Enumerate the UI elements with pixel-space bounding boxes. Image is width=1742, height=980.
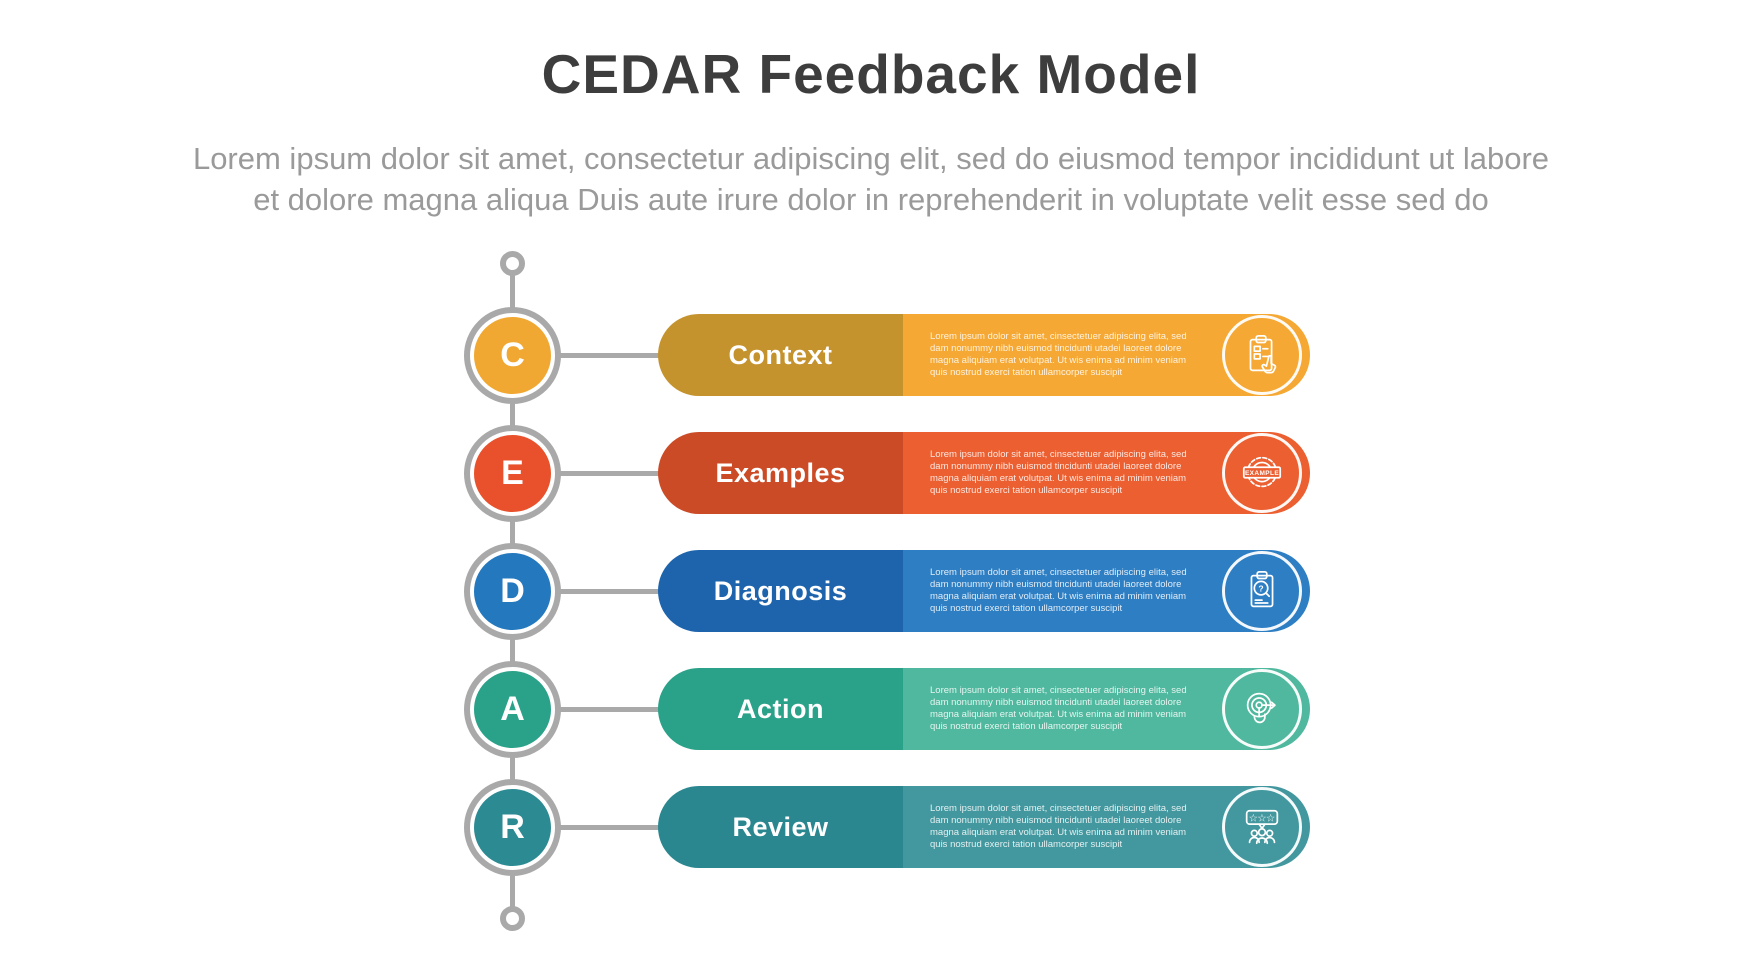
step-bar: [658, 550, 1310, 632]
step-description: Lorem ipsum dolor sit amet, cinsectetuer adipiscing elita, sed dam nonummy nibh euismod tincidunti utadei laoreet dolore magna aliquiam erat volutpat. Ut wis enima ad minim veniam quis nostrud exerci tation ullamcorper suscipit: [930, 449, 1187, 496]
step-row-examples: [0, 425, 1742, 522]
step-bar: [658, 786, 1310, 868]
step-label: Action: [658, 668, 903, 750]
step-description: Lorem ipsum dolor sit amet, cinsectetuer adipiscing elita, sed dam nonummy nibh euismod tincidunti utadei laoreet dolore magna aliquiam erat volutpat. Ut wis enima ad minim veniam quis nostrud exerci tation ullamcorper suscipit: [930, 331, 1187, 378]
step-bar: [658, 668, 1310, 750]
svg-text:☆: ☆: [1248, 812, 1259, 825]
step-row-review: [0, 779, 1742, 876]
timeline-end-node: [500, 906, 525, 931]
step-label: Examples: [658, 432, 903, 514]
timeline-start-node: [500, 251, 525, 276]
subtitle-line-1: Lorem ipsum dolor sit amet, consectetur adipiscing elit, sed do eiusmod tempor incididunt ut labore: [192, 141, 1550, 176]
svg-text:☆: ☆: [1257, 812, 1267, 825]
step-bar-body: [903, 550, 1310, 632]
step-connector-line: [558, 707, 670, 712]
step-row-action: [0, 661, 1742, 758]
example-stamp-icon: [1222, 433, 1302, 513]
step-connector-line: [558, 353, 670, 358]
step-bar-body: [903, 432, 1310, 514]
svg-text:EXAMPLE: EXAMPLE: [1244, 470, 1280, 478]
step-bar: [658, 432, 1310, 514]
step-row-context: [0, 307, 1742, 404]
step-bar-body: [903, 786, 1310, 868]
step-letter: D: [474, 553, 551, 630]
step-description: Lorem ipsum dolor sit amet, cinsectetuer adipiscing elita, sed dam nonummy nibh euismod tincidunti utadei laoreet dolore magna aliquiam erat volutpat. Ut wis enima ad minim veniam quis nostrud exerci tation ullamcorper suscipit: [930, 685, 1187, 732]
target-click-icon: [1222, 669, 1302, 749]
step-connector-line: [558, 825, 670, 830]
page-title: CEDAR Feedback Model: [541, 43, 1201, 105]
step-description: Lorem ipsum dolor sit amet, cinsectetuer adipiscing elita, sed dam nonummy nibh euismod tincidunti utadei laoreet dolore magna aliquiam erat volutpat. Ut wis enima ad minim veniam quis nostrud exerci tation ullamcorper suscipit: [930, 567, 1187, 614]
step-letter-node: [464, 425, 561, 522]
step-description: Lorem ipsum dolor sit amet, cinsectetuer adipiscing elita, sed dam nonummy nibh euismod tincidunti utadei laoreet dolore magna aliquiam erat volutpat. Ut wis enima ad minim veniam quis nostrud exerci tation ullamcorper suscipit: [930, 803, 1187, 850]
step-letter: R: [474, 789, 551, 866]
step-row-diagnosis: [0, 543, 1742, 640]
review-stars-people-icon: [1222, 787, 1302, 867]
clipboard-checklist-hand-icon: [1222, 315, 1302, 395]
clipboard-magnifier-icon: [1222, 551, 1302, 631]
step-bar-body: [903, 668, 1310, 750]
step-letter: A: [474, 671, 551, 748]
step-letter-node: [464, 307, 561, 404]
step-letter-node: [464, 543, 561, 640]
step-letter-node: [464, 779, 561, 876]
step-label: Context: [658, 314, 903, 396]
svg-text:☆: ☆: [1265, 812, 1276, 825]
step-bar-body: [903, 314, 1310, 396]
step-label: Diagnosis: [658, 550, 903, 632]
step-label: Review: [658, 786, 903, 868]
step-bar: [658, 314, 1310, 396]
step-connector-line: [558, 471, 670, 476]
svg-text:?: ?: [1258, 583, 1264, 594]
subtitle-line-2: et dolore magna aliqua Duis aute irure dolor in reprehenderit in voluptate velit esse sed do: [253, 182, 1489, 217]
step-connector-line: [558, 589, 670, 594]
step-letter: E: [474, 435, 551, 512]
step-letter: C: [474, 317, 551, 394]
step-letter-node: [464, 661, 561, 758]
